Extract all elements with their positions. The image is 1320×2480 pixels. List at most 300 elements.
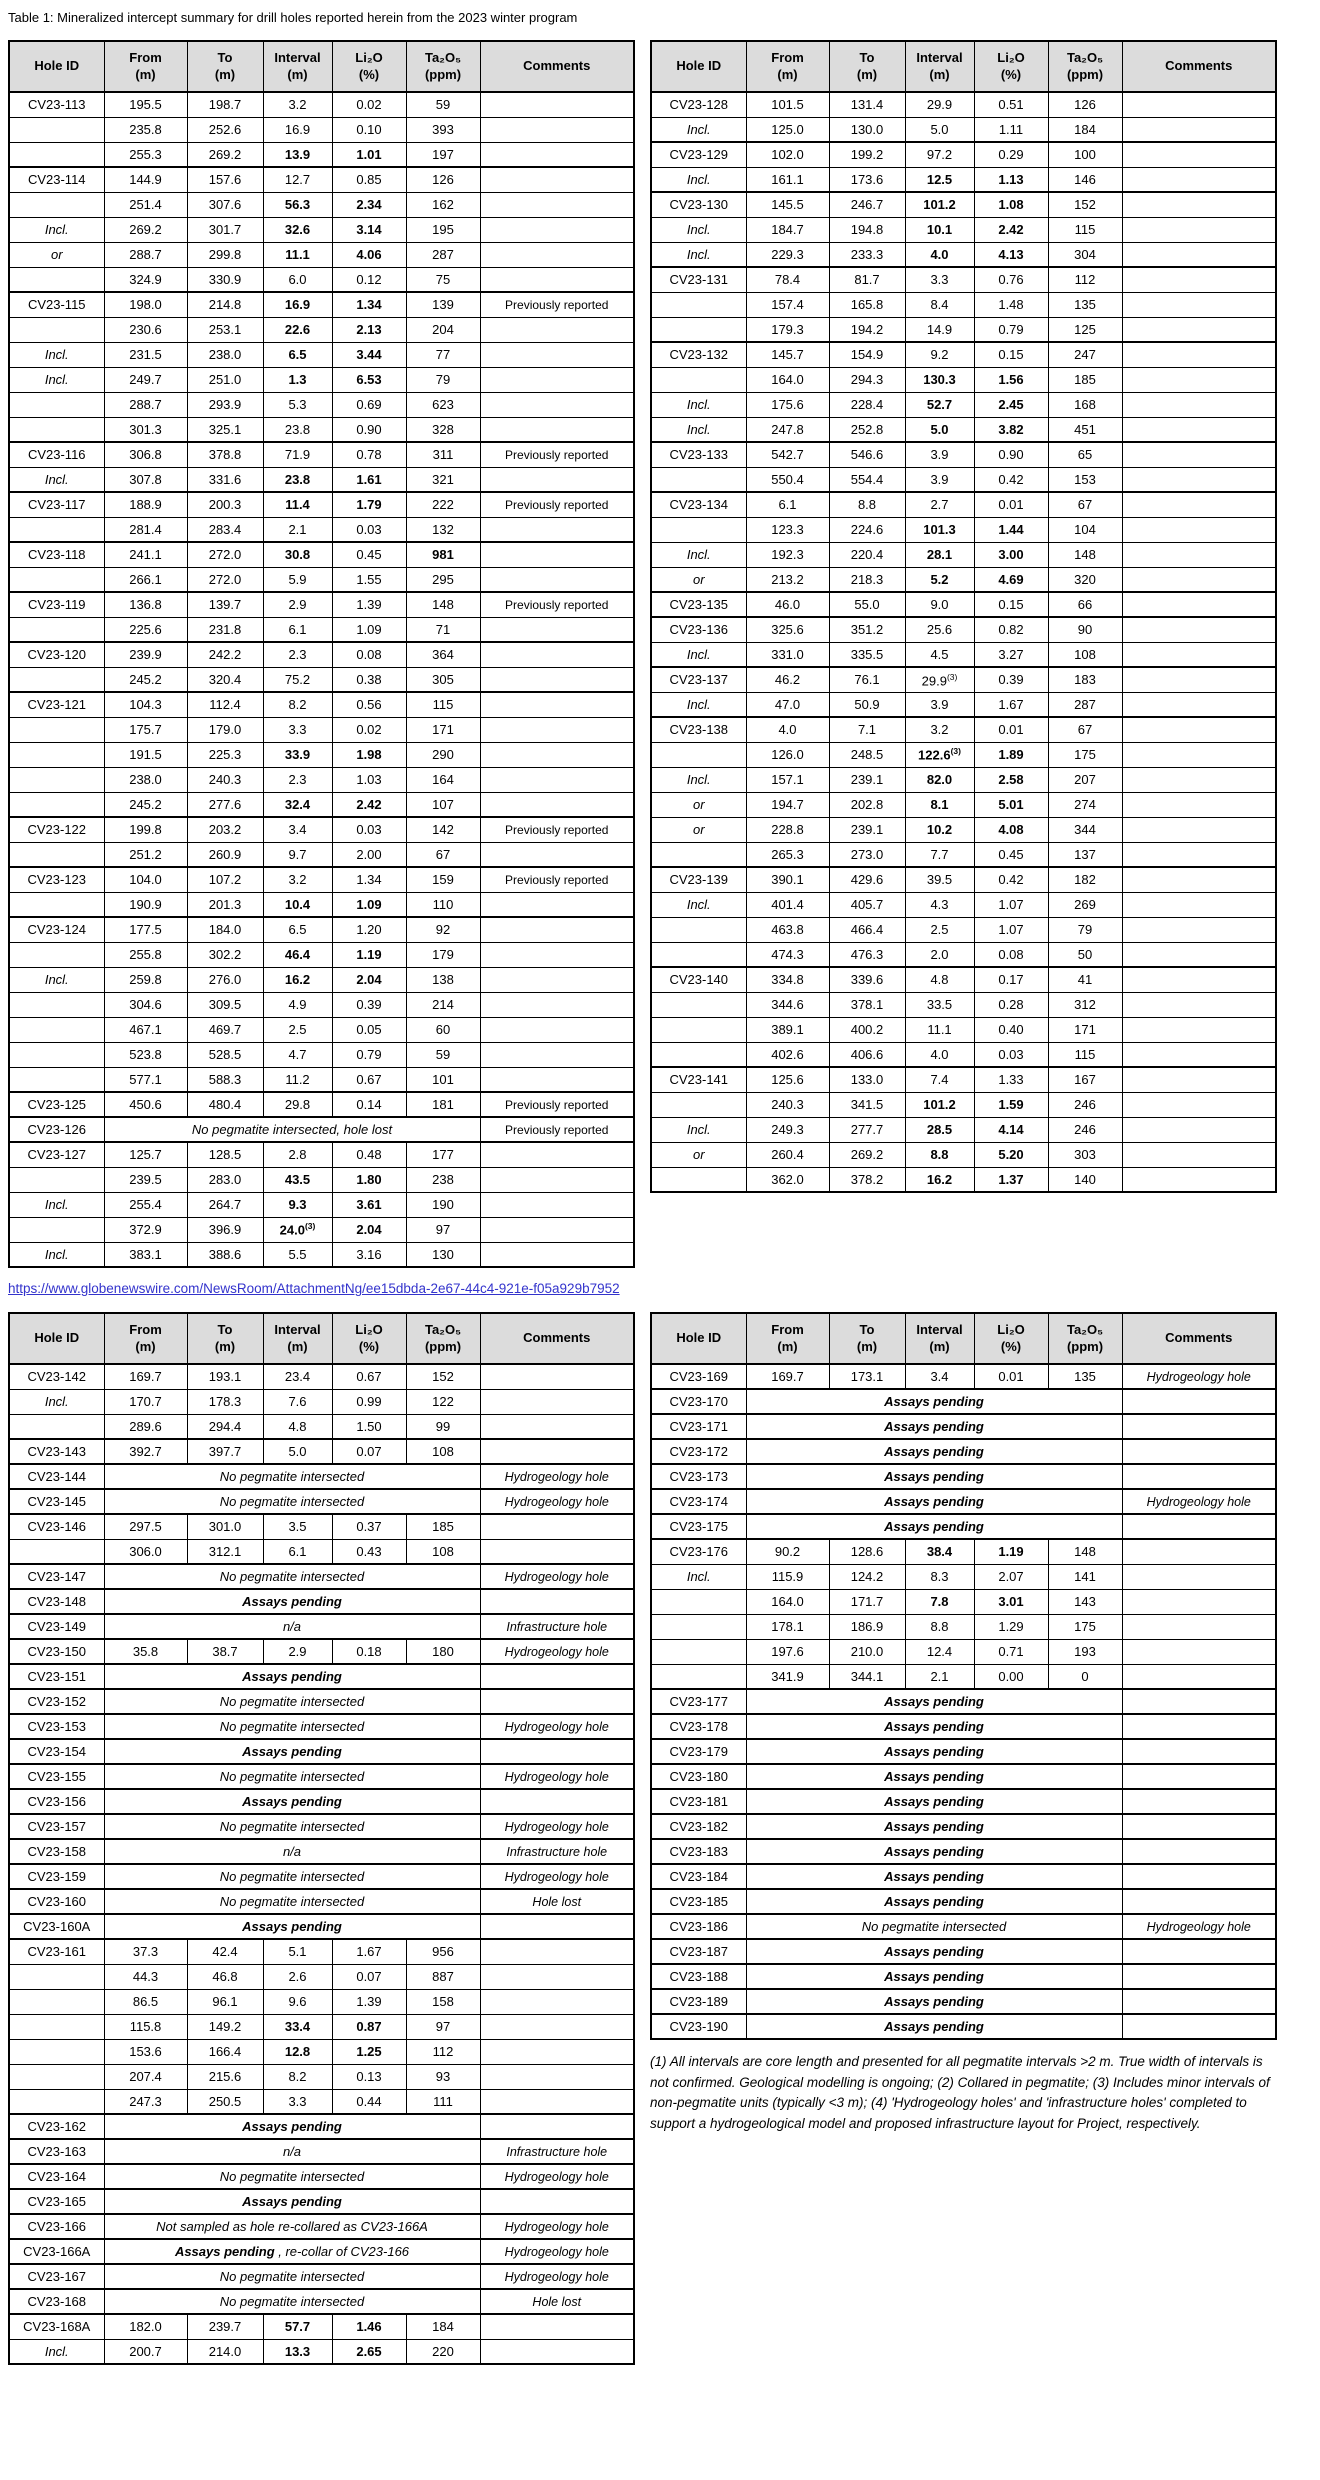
table-row xyxy=(651,567,1276,592)
interval-cell: 11.2 xyxy=(263,1067,332,1092)
comment-cell xyxy=(1122,1989,1276,2014)
table-row xyxy=(9,1914,634,1939)
hole-id-cell: Incl. xyxy=(651,417,746,442)
span-text-cell: n/a xyxy=(104,2139,480,2164)
comment-cell xyxy=(1122,1614,1276,1639)
comment-cell xyxy=(1122,117,1276,142)
hole-id-cell xyxy=(9,392,104,417)
li2o-cell: 1.37 xyxy=(974,1167,1048,1192)
hole-id-cell xyxy=(9,842,104,867)
li2o-cell: 2.58 xyxy=(974,767,1048,792)
span-text-cell: Assays pending xyxy=(104,2114,480,2139)
table-row xyxy=(9,1364,634,1389)
table-row xyxy=(651,492,1276,517)
interval-cell: 2.5 xyxy=(905,917,974,942)
hole-id-cell: Incl. xyxy=(651,642,746,667)
span-text-cell: No pegmatite intersected xyxy=(104,1714,480,1739)
li2o-cell: 0.38 xyxy=(332,667,406,692)
hole-id-cell: CV23-163 xyxy=(9,2139,104,2164)
hole-id-cell: CV23-113 xyxy=(9,92,104,117)
comment-cell xyxy=(1122,292,1276,317)
ta2o5-cell: 143 xyxy=(1048,1589,1122,1614)
hole-id-cell: CV23-125 xyxy=(9,1092,104,1117)
comment-cell xyxy=(480,717,634,742)
table-row xyxy=(651,442,1276,467)
bottom-right-column xyxy=(650,1312,1277,2134)
comment-cell xyxy=(480,467,634,492)
comment-cell: Hydrogeology hole xyxy=(480,1464,634,1489)
hole-id-cell xyxy=(651,1639,746,1664)
from-cell: 255.4 xyxy=(104,1192,187,1217)
attachment-link[interactable]: https://www.globenewswire.com/NewsRoom/AttachmentNg/ee15dbda-2e67-44c4-921e-f05a929b7952 xyxy=(8,1281,620,1296)
hole-id-cell: CV23-182 xyxy=(651,1814,746,1839)
table-row xyxy=(9,2164,634,2189)
tables-row-top xyxy=(8,40,1320,1268)
ta2o5-cell: 93 xyxy=(406,2064,480,2089)
hole-id-cell: CV23-117 xyxy=(9,492,104,517)
ta2o5-cell: 67 xyxy=(406,842,480,867)
ta2o5-cell: 152 xyxy=(1048,192,1122,217)
hole-id-cell: CV23-114 xyxy=(9,167,104,192)
interval-cell: 9.7 xyxy=(263,842,332,867)
li2o-cell: 0.10 xyxy=(332,117,406,142)
interval-cell: 75.2 xyxy=(263,667,332,692)
hole-id-cell xyxy=(9,1989,104,2014)
ta2o5-cell: 79 xyxy=(406,367,480,392)
to-cell: 339.6 xyxy=(829,967,905,992)
li2o-cell: 5.20 xyxy=(974,1142,1048,1167)
ta2o5-cell: 137 xyxy=(1048,842,1122,867)
from-cell: 251.2 xyxy=(104,842,187,867)
intercept-table-top-right xyxy=(650,40,1277,1193)
hole-id-cell xyxy=(651,517,746,542)
interval-cell: 23.8 xyxy=(263,467,332,492)
li2o-cell: 1.19 xyxy=(332,942,406,967)
ta2o5-cell: 190 xyxy=(406,1192,480,1217)
to-cell: 293.9 xyxy=(187,392,263,417)
li2o-cell: 4.08 xyxy=(974,817,1048,842)
interval-cell: 24.0$^{(3)}$ xyxy=(263,1217,332,1242)
table-row xyxy=(9,1864,634,1889)
comment-cell xyxy=(480,1514,634,1539)
comment-cell: Hole lost xyxy=(480,2289,634,2314)
interval-cell: 2.3 xyxy=(263,767,332,792)
from-cell: 213.2 xyxy=(746,567,829,592)
interval-cell: 1.3 xyxy=(263,367,332,392)
span-text-cell: No pegmatite intersected xyxy=(104,2264,480,2289)
comment-cell xyxy=(480,2114,634,2139)
span-text-cell: Assays pending xyxy=(746,1414,1122,1439)
ta2o5-cell: 132 xyxy=(406,517,480,542)
interval-cell: 12.7 xyxy=(263,167,332,192)
comment-cell xyxy=(480,1142,634,1167)
ta2o5-cell: 0 xyxy=(1048,1664,1122,1689)
from-cell: 577.1 xyxy=(104,1067,187,1092)
comment-cell xyxy=(480,2064,634,2089)
ta2o5-cell: 71 xyxy=(406,617,480,642)
span-text-cell: Assays pending xyxy=(104,1739,480,1764)
comment-cell xyxy=(480,92,634,117)
ta2o5-cell: 184 xyxy=(406,2314,480,2339)
hole-id-cell: CV23-160A xyxy=(9,1914,104,1939)
interval-cell: 10.4 xyxy=(263,892,332,917)
hole-id-cell xyxy=(9,1217,104,1242)
hole-id-cell xyxy=(9,2064,104,2089)
ta2o5-cell: 274 xyxy=(1048,792,1122,817)
interval-cell: 29.9 xyxy=(905,92,974,117)
interval-cell: 2.3 xyxy=(263,642,332,667)
ta2o5-cell: 328 xyxy=(406,417,480,442)
to-cell: 96.1 xyxy=(187,1989,263,2014)
interval-cell: 7.7 xyxy=(905,842,974,867)
comment-cell: Hydrogeology hole xyxy=(480,1764,634,1789)
hole-id-cell xyxy=(651,1092,746,1117)
li2o-cell: 1.39 xyxy=(332,1989,406,2014)
comment-cell xyxy=(480,742,634,767)
table-row xyxy=(9,1067,634,1092)
hole-id-cell xyxy=(651,992,746,1017)
comment-cell xyxy=(1122,792,1276,817)
li2o-cell: 3.14 xyxy=(332,217,406,242)
hole-id-cell: Incl. xyxy=(651,217,746,242)
table-row xyxy=(9,592,634,617)
from-cell: 164.0 xyxy=(746,367,829,392)
table-row xyxy=(651,942,1276,967)
hole-id-cell: CV23-164 xyxy=(9,2164,104,2189)
li2o-cell: 1.34 xyxy=(332,867,406,892)
comment-cell xyxy=(480,917,634,942)
to-cell: 38.7 xyxy=(187,1639,263,1664)
to-cell: 165.8 xyxy=(829,292,905,317)
to-cell: 124.2 xyxy=(829,1564,905,1589)
to-cell: 335.5 xyxy=(829,642,905,667)
comment-cell xyxy=(1122,367,1276,392)
comment-cell xyxy=(480,1217,634,1242)
from-cell: 372.9 xyxy=(104,1217,187,1242)
hole-id-cell: CV23-177 xyxy=(651,1689,746,1714)
from-cell: 307.8 xyxy=(104,467,187,492)
table-row xyxy=(9,242,634,267)
table-row xyxy=(9,267,634,292)
to-cell: 273.0 xyxy=(829,842,905,867)
hole-id-cell xyxy=(9,267,104,292)
to-cell: 406.6 xyxy=(829,1042,905,1067)
ta2o5-cell: 320 xyxy=(1048,567,1122,592)
table-row xyxy=(9,2339,634,2364)
column-header-from: From (m) xyxy=(104,41,187,92)
comment-cell xyxy=(1122,267,1276,292)
hole-id-cell: CV23-115 xyxy=(9,292,104,317)
table-row xyxy=(9,417,634,442)
hole-id-cell: CV23-130 xyxy=(651,192,746,217)
interval-cell: 28.5 xyxy=(905,1117,974,1142)
from-cell: 126.0 xyxy=(746,742,829,767)
from-cell: 231.5 xyxy=(104,342,187,367)
interval-cell: 2.5 xyxy=(263,1017,332,1042)
to-cell: 469.7 xyxy=(187,1017,263,1042)
li2o-cell: 0.13 xyxy=(332,2064,406,2089)
table-row xyxy=(9,617,634,642)
li2o-cell: 3.00 xyxy=(974,542,1048,567)
li2o-cell: 5.01 xyxy=(974,792,1048,817)
table-row xyxy=(9,1192,634,1217)
comment-cell xyxy=(1122,642,1276,667)
interval-cell: 11.1 xyxy=(263,242,332,267)
table-row xyxy=(9,917,634,942)
hole-id-cell: CV23-162 xyxy=(9,2114,104,2139)
table-row xyxy=(651,792,1276,817)
comment-cell xyxy=(1122,1414,1276,1439)
hole-id-cell: CV23-121 xyxy=(9,692,104,717)
li2o-cell: 0.67 xyxy=(332,1067,406,1092)
from-cell: 255.3 xyxy=(104,142,187,167)
ta2o5-cell: 185 xyxy=(406,1514,480,1539)
comment-cell xyxy=(1122,667,1276,692)
comment-cell: Previously reported xyxy=(480,867,634,892)
table-row xyxy=(9,567,634,592)
table-row xyxy=(9,1989,634,2014)
ta2o5-cell: 321 xyxy=(406,467,480,492)
li2o-cell: 0.15 xyxy=(974,342,1048,367)
from-cell: 175.7 xyxy=(104,717,187,742)
to-cell: 203.2 xyxy=(187,817,263,842)
li2o-cell: 0.12 xyxy=(332,267,406,292)
column-header-li2o: Li₂O (%) xyxy=(332,41,406,92)
comment-cell xyxy=(1122,592,1276,617)
ta2o5-cell: 312 xyxy=(1048,992,1122,1017)
li2o-cell: 0.87 xyxy=(332,2014,406,2039)
table-row xyxy=(651,592,1276,617)
li2o-cell: 1.98 xyxy=(332,742,406,767)
span-text-cell: No pegmatite intersected, hole lost xyxy=(104,1117,480,1142)
table-row xyxy=(651,292,1276,317)
ta2o5-cell: 222 xyxy=(406,492,480,517)
li2o-cell: 0.01 xyxy=(974,492,1048,517)
to-cell: 396.9 xyxy=(187,1217,263,1242)
column-header-to: To (m) xyxy=(187,41,263,92)
comment-cell xyxy=(480,1364,634,1389)
comment-cell xyxy=(480,1664,634,1689)
table-row xyxy=(651,1939,1276,1964)
li2o-cell: 0.37 xyxy=(332,1514,406,1539)
li2o-cell: 2.04 xyxy=(332,967,406,992)
li2o-cell: 2.45 xyxy=(974,392,1048,417)
to-cell: 429.6 xyxy=(829,867,905,892)
hole-id-cell: CV23-137 xyxy=(651,667,746,692)
interval-cell: 2.1 xyxy=(263,517,332,542)
to-cell: 166.4 xyxy=(187,2039,263,2064)
column-header-interval: Interval (m) xyxy=(263,1313,332,1364)
table-row xyxy=(651,542,1276,567)
comment-cell xyxy=(1122,1117,1276,1142)
ta2o5-cell: 180 xyxy=(406,1639,480,1664)
interval-cell: 3.5 xyxy=(263,1514,332,1539)
interval-cell: 25.6 xyxy=(905,617,974,642)
comment-cell: Previously reported xyxy=(480,817,634,842)
from-cell: 228.8 xyxy=(746,817,829,842)
from-cell: 225.6 xyxy=(104,617,187,642)
from-cell: 37.3 xyxy=(104,1939,187,1964)
comment-cell xyxy=(480,242,634,267)
ta2o5-cell: 981 xyxy=(406,542,480,567)
interval-cell: 12.4 xyxy=(905,1639,974,1664)
table-row xyxy=(9,1839,634,1864)
ta2o5-cell: 197 xyxy=(406,142,480,167)
li2o-cell: 1.09 xyxy=(332,892,406,917)
li2o-cell: 0.67 xyxy=(332,1364,406,1389)
to-cell: 81.7 xyxy=(829,267,905,292)
li2o-cell: 0.42 xyxy=(974,467,1048,492)
interval-cell: 30.8 xyxy=(263,542,332,567)
interval-cell: 2.9 xyxy=(263,592,332,617)
comment-cell: Previously reported xyxy=(480,492,634,517)
from-cell: 229.3 xyxy=(746,242,829,267)
table-row xyxy=(9,1689,634,1714)
from-cell: 182.0 xyxy=(104,2314,187,2339)
from-cell: 288.7 xyxy=(104,242,187,267)
from-cell: 192.3 xyxy=(746,542,829,567)
span-text-cell: Assays pending xyxy=(746,1814,1122,1839)
comment-cell xyxy=(480,667,634,692)
span-text-cell: n/a xyxy=(104,1614,480,1639)
ta2o5-cell: 108 xyxy=(406,1539,480,1564)
table-row xyxy=(9,2289,634,2314)
hole-id-cell: Incl. xyxy=(9,217,104,242)
to-cell: 201.3 xyxy=(187,892,263,917)
header-row xyxy=(9,1313,634,1364)
from-cell: 259.8 xyxy=(104,967,187,992)
comment-cell xyxy=(480,342,634,367)
comment-cell xyxy=(1122,1864,1276,1889)
from-cell: 306.8 xyxy=(104,442,187,467)
span-text-cell: Assays pending xyxy=(746,1889,1122,1914)
comment-cell xyxy=(1122,1067,1276,1092)
hole-id-cell xyxy=(9,667,104,692)
to-cell: 397.7 xyxy=(187,1439,263,1464)
ta2o5-cell: 126 xyxy=(406,167,480,192)
hole-id-cell: Incl. xyxy=(651,542,746,567)
table-row xyxy=(9,1564,634,1589)
comment-cell: Hydrogeology hole xyxy=(480,1864,634,1889)
hole-id-cell: CV23-144 xyxy=(9,1464,104,1489)
table-row xyxy=(9,1017,634,1042)
hole-id-cell: CV23-157 xyxy=(9,1814,104,1839)
li2o-cell: 0.03 xyxy=(332,817,406,842)
span-text-cell: No pegmatite intersected xyxy=(746,1914,1122,1939)
comment-cell xyxy=(480,1939,634,1964)
li2o-cell: 1.01 xyxy=(332,142,406,167)
interval-cell: 11.4 xyxy=(263,492,332,517)
hole-id-cell: Incl. xyxy=(9,967,104,992)
from-cell: 136.8 xyxy=(104,592,187,617)
table-header xyxy=(9,41,634,92)
interval-cell: 2.6 xyxy=(263,1964,332,1989)
to-cell: 186.9 xyxy=(829,1614,905,1639)
li2o-cell: 0.78 xyxy=(332,442,406,467)
table-row xyxy=(9,1439,634,1464)
from-cell: 90.2 xyxy=(746,1539,829,1564)
ta2o5-cell: 364 xyxy=(406,642,480,667)
hole-id-cell: Incl. xyxy=(651,1564,746,1589)
hole-id-cell: Incl. xyxy=(651,692,746,717)
hole-id-cell: CV23-184 xyxy=(651,1864,746,1889)
ta2o5-cell: 115 xyxy=(406,692,480,717)
ta2o5-cell: 887 xyxy=(406,1964,480,1989)
hole-id-cell xyxy=(651,742,746,767)
from-cell: 255.8 xyxy=(104,942,187,967)
table-row xyxy=(9,392,634,417)
li2o-cell: 0.05 xyxy=(332,1017,406,1042)
comment-cell: Previously reported xyxy=(480,1092,634,1117)
ta2o5-cell: 195 xyxy=(406,217,480,242)
comment-cell xyxy=(1122,567,1276,592)
table-row xyxy=(9,792,634,817)
to-cell: 248.5 xyxy=(829,742,905,767)
interval-cell: 29.9$^{(3)}$ xyxy=(905,667,974,692)
hole-id-cell: CV23-138 xyxy=(651,717,746,742)
li2o-cell: 0.01 xyxy=(974,717,1048,742)
interval-cell: 14.9 xyxy=(905,317,974,342)
table-row xyxy=(9,667,634,692)
hole-id-cell: CV23-148 xyxy=(9,1589,104,1614)
comment-cell xyxy=(1122,617,1276,642)
hole-id-cell: Incl. xyxy=(651,1117,746,1142)
footnotes: (1) All intervals are core length and presented for all pegmatite intervals >2 m. True width of intervals is not confirmed. Geological modelling is ongoing; (2) Collared in pegmatite; (3) Includes minor intervals of non-pegmatite units (typically <3 m); (4) 'Hydrogeology holes' and 'infrastructure holes' completed to support a hydrogeological model and proposed infrastructure layout for Project, respectively. xyxy=(650,2054,1270,2131)
to-cell: 178.3 xyxy=(187,1389,263,1414)
comment-cell xyxy=(1122,1714,1276,1739)
interval-cell: 3.4 xyxy=(905,1364,974,1389)
hole-id-cell: CV23-168 xyxy=(9,2289,104,2314)
li2o-cell: 0.42 xyxy=(974,867,1048,892)
comment-cell xyxy=(480,1739,634,1764)
to-cell: 528.5 xyxy=(187,1042,263,1067)
ta2o5-cell: 138 xyxy=(406,967,480,992)
to-cell: 405.7 xyxy=(829,892,905,917)
to-cell: 210.0 xyxy=(829,1639,905,1664)
comment-cell xyxy=(480,517,634,542)
hole-id-cell xyxy=(9,142,104,167)
ta2o5-cell: 238 xyxy=(406,1167,480,1192)
interval-cell: 4.8 xyxy=(263,1414,332,1439)
comment-cell xyxy=(480,2014,634,2039)
table-row xyxy=(9,317,634,342)
ta2o5-cell: 303 xyxy=(1048,1142,1122,1167)
to-cell: 214.8 xyxy=(187,292,263,317)
from-cell: 4.0 xyxy=(746,717,829,742)
to-cell: 214.0 xyxy=(187,2339,263,2364)
to-cell: 171.7 xyxy=(829,1589,905,1614)
hole-id-cell: CV23-140 xyxy=(651,967,746,992)
li2o-cell: 1.33 xyxy=(974,1067,1048,1092)
comment-cell xyxy=(1122,1464,1276,1489)
to-cell: 8.8 xyxy=(829,492,905,517)
comment-cell xyxy=(480,1914,634,1939)
ta2o5-cell: 623 xyxy=(406,392,480,417)
from-cell: 390.1 xyxy=(746,867,829,892)
comment-cell xyxy=(480,1167,634,1192)
from-cell: 249.7 xyxy=(104,367,187,392)
li2o-cell: 0.18 xyxy=(332,1639,406,1664)
table-row xyxy=(9,1514,634,1539)
comment-cell xyxy=(1122,492,1276,517)
from-cell: 392.7 xyxy=(104,1439,187,1464)
hole-id-cell: CV23-136 xyxy=(651,617,746,642)
hole-id-cell: CV23-187 xyxy=(651,1939,746,1964)
hole-id-cell: CV23-150 xyxy=(9,1639,104,1664)
to-cell: 299.8 xyxy=(187,242,263,267)
ta2o5-cell: 185 xyxy=(1048,367,1122,392)
to-cell: 388.6 xyxy=(187,1242,263,1267)
